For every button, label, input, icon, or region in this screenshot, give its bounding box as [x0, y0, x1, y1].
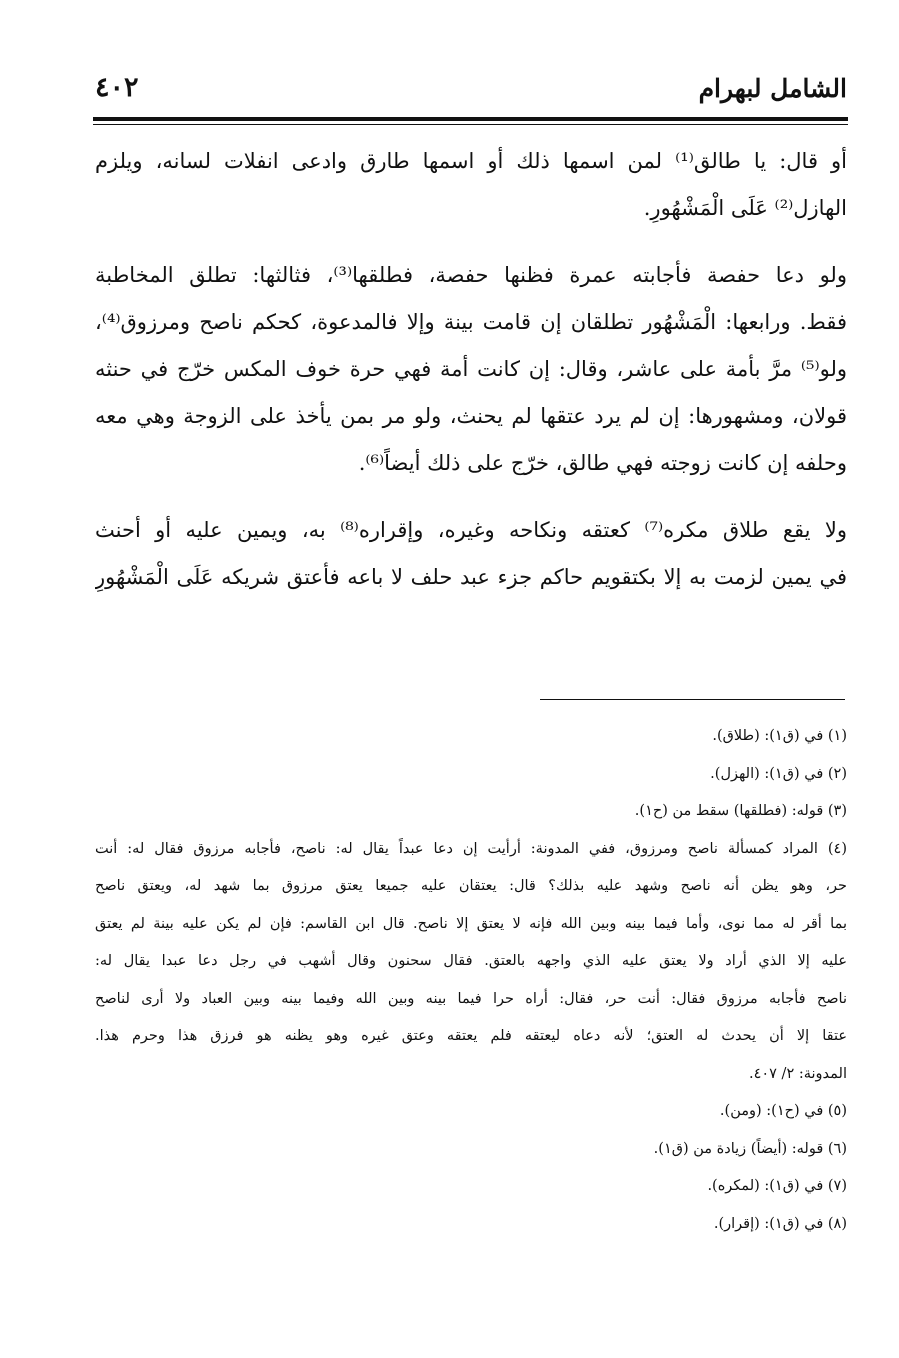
footnote-4-cont: بما أقر له مما نوى، وأما فيما بينه وبين الله فإنه لا يعتق إلا ناصح. قال ابن القاسم: فإن لم يكن عليه بينة لم يعتق: [95, 915, 847, 932]
footnote-4-cont: عتقا إلا أن يحدث له العتق؛ لأنه دعاه ليعتقه فلم يعتقه وعتق غيره وهو يظنه هو فرزق هذا وحرم هذا.: [95, 1028, 847, 1044]
paragraph-2: [95, 252, 847, 487]
page-header: [95, 70, 847, 112]
text-line: في يمين لزمت به إلا بكتقويم حاكم جزء عبد حلف لا باعه فأعتق شريكه عَلَى الْمَشْهُورِ: [95, 565, 847, 589]
text-line: ولو دعا حفصة فأجابته عمرة فظنها حفصة، فطلقها⁽³⁾، فثالثها: تطلق المخاطبة: [95, 263, 847, 287]
footnote-separator: [540, 699, 845, 700]
text-line: ولو⁽⁵⁾ مرَّ بأمة على عاشر، وقال: إن كانت أمة فهي حرة خوف المكس خرّج في حنثه: [95, 357, 847, 381]
main-text: [95, 138, 847, 601]
footnote-4-cont: ناصح فأجابه مرزوق فقال: أنت حر، فقال: أراه حرا فيما بينه وبين الله وفيما بينه وبين العباد ولا أرى لناصح: [95, 990, 847, 1007]
page-number: ٤٠٢: [95, 72, 139, 103]
text-line: ولا يقع طلاق مكره⁽⁷⁾ كعتقه ونكاحه وغيره، وإقراره⁽⁸⁾ به، ويمين عليه أو أحنث: [95, 518, 847, 542]
text-line: أو قال: يا طالق⁽¹⁾ لمن اسمها ذلك أو اسمها طارق وادعى انفلات لسانه، ويلزم: [95, 149, 847, 173]
header-rule-thin: [93, 124, 848, 125]
footnote-7: (٧) في (ق١): (لمكره).: [707, 1178, 847, 1194]
footnote-1: (١) في (ق١): (طلاق).: [712, 728, 847, 744]
footnote-4: (٤) المراد كمسألة ناصح ومرزوق، ففي المدونة: أرأيت إن دعا عبداً يقال له: ناصح، فأجابه مرزوق فقال له: أنت: [95, 840, 847, 857]
footnote-6: (٦) قوله: (أيضاً) زيادة من (ق١).: [653, 1140, 847, 1157]
text-line: فقط. ورابعها: الْمَشْهُور تطلقان إن قامت بينة وإلا فالمدعوة، كحكم ناصح ومرزوق⁽⁴⁾،: [95, 310, 847, 334]
paragraph-3: [95, 507, 847, 601]
running-title: الشامل لبهرام: [698, 74, 847, 103]
footnote-4-cont: حر، وهو يظن أنه ناصح وشهد عليه بذلك؟ قال: يعتقان عليه جميعا يعتق مرزوق بما شهد له، ويعتق ناصح: [95, 878, 847, 894]
header-rule-thick: [93, 117, 848, 121]
text-line: وحلفه إن كانت زوجته فهي طالق، خرّج على ذلك أيضاً⁽⁶⁾.: [358, 451, 847, 475]
paragraph-1: [95, 138, 847, 232]
text-line: قولان، ومشهورها: إن لم يرد عتقها لم يحنث، ولو مر بمن يأخذ على الزوجة وهي معه: [95, 404, 847, 428]
footnote-4-cont: عليه إلا الذي أراد ولا يعتق عليه الذي واجهه بالعتق. فقال سحنون وقال أشهب في رجل دعا عبدا يقال له:: [95, 953, 847, 969]
footnote-3: (٣) قوله: (فطلقها) سقط من (ح١).: [634, 803, 847, 819]
footnote-4-cont: المدونة: ٢/ ٤٠٧.: [748, 1065, 847, 1082]
text-line: الهازل⁽²⁾ عَلَى الْمَشْهُورِ.: [643, 196, 847, 220]
footnote-2: (٢) في (ق١): (الهزل).: [710, 765, 847, 782]
footnote-5: (٥) في (ح١): (ومن).: [719, 1103, 847, 1119]
footnotes: [95, 718, 847, 1243]
footnote-8: (٨) في (ق١): (إقرار).: [713, 1215, 847, 1232]
